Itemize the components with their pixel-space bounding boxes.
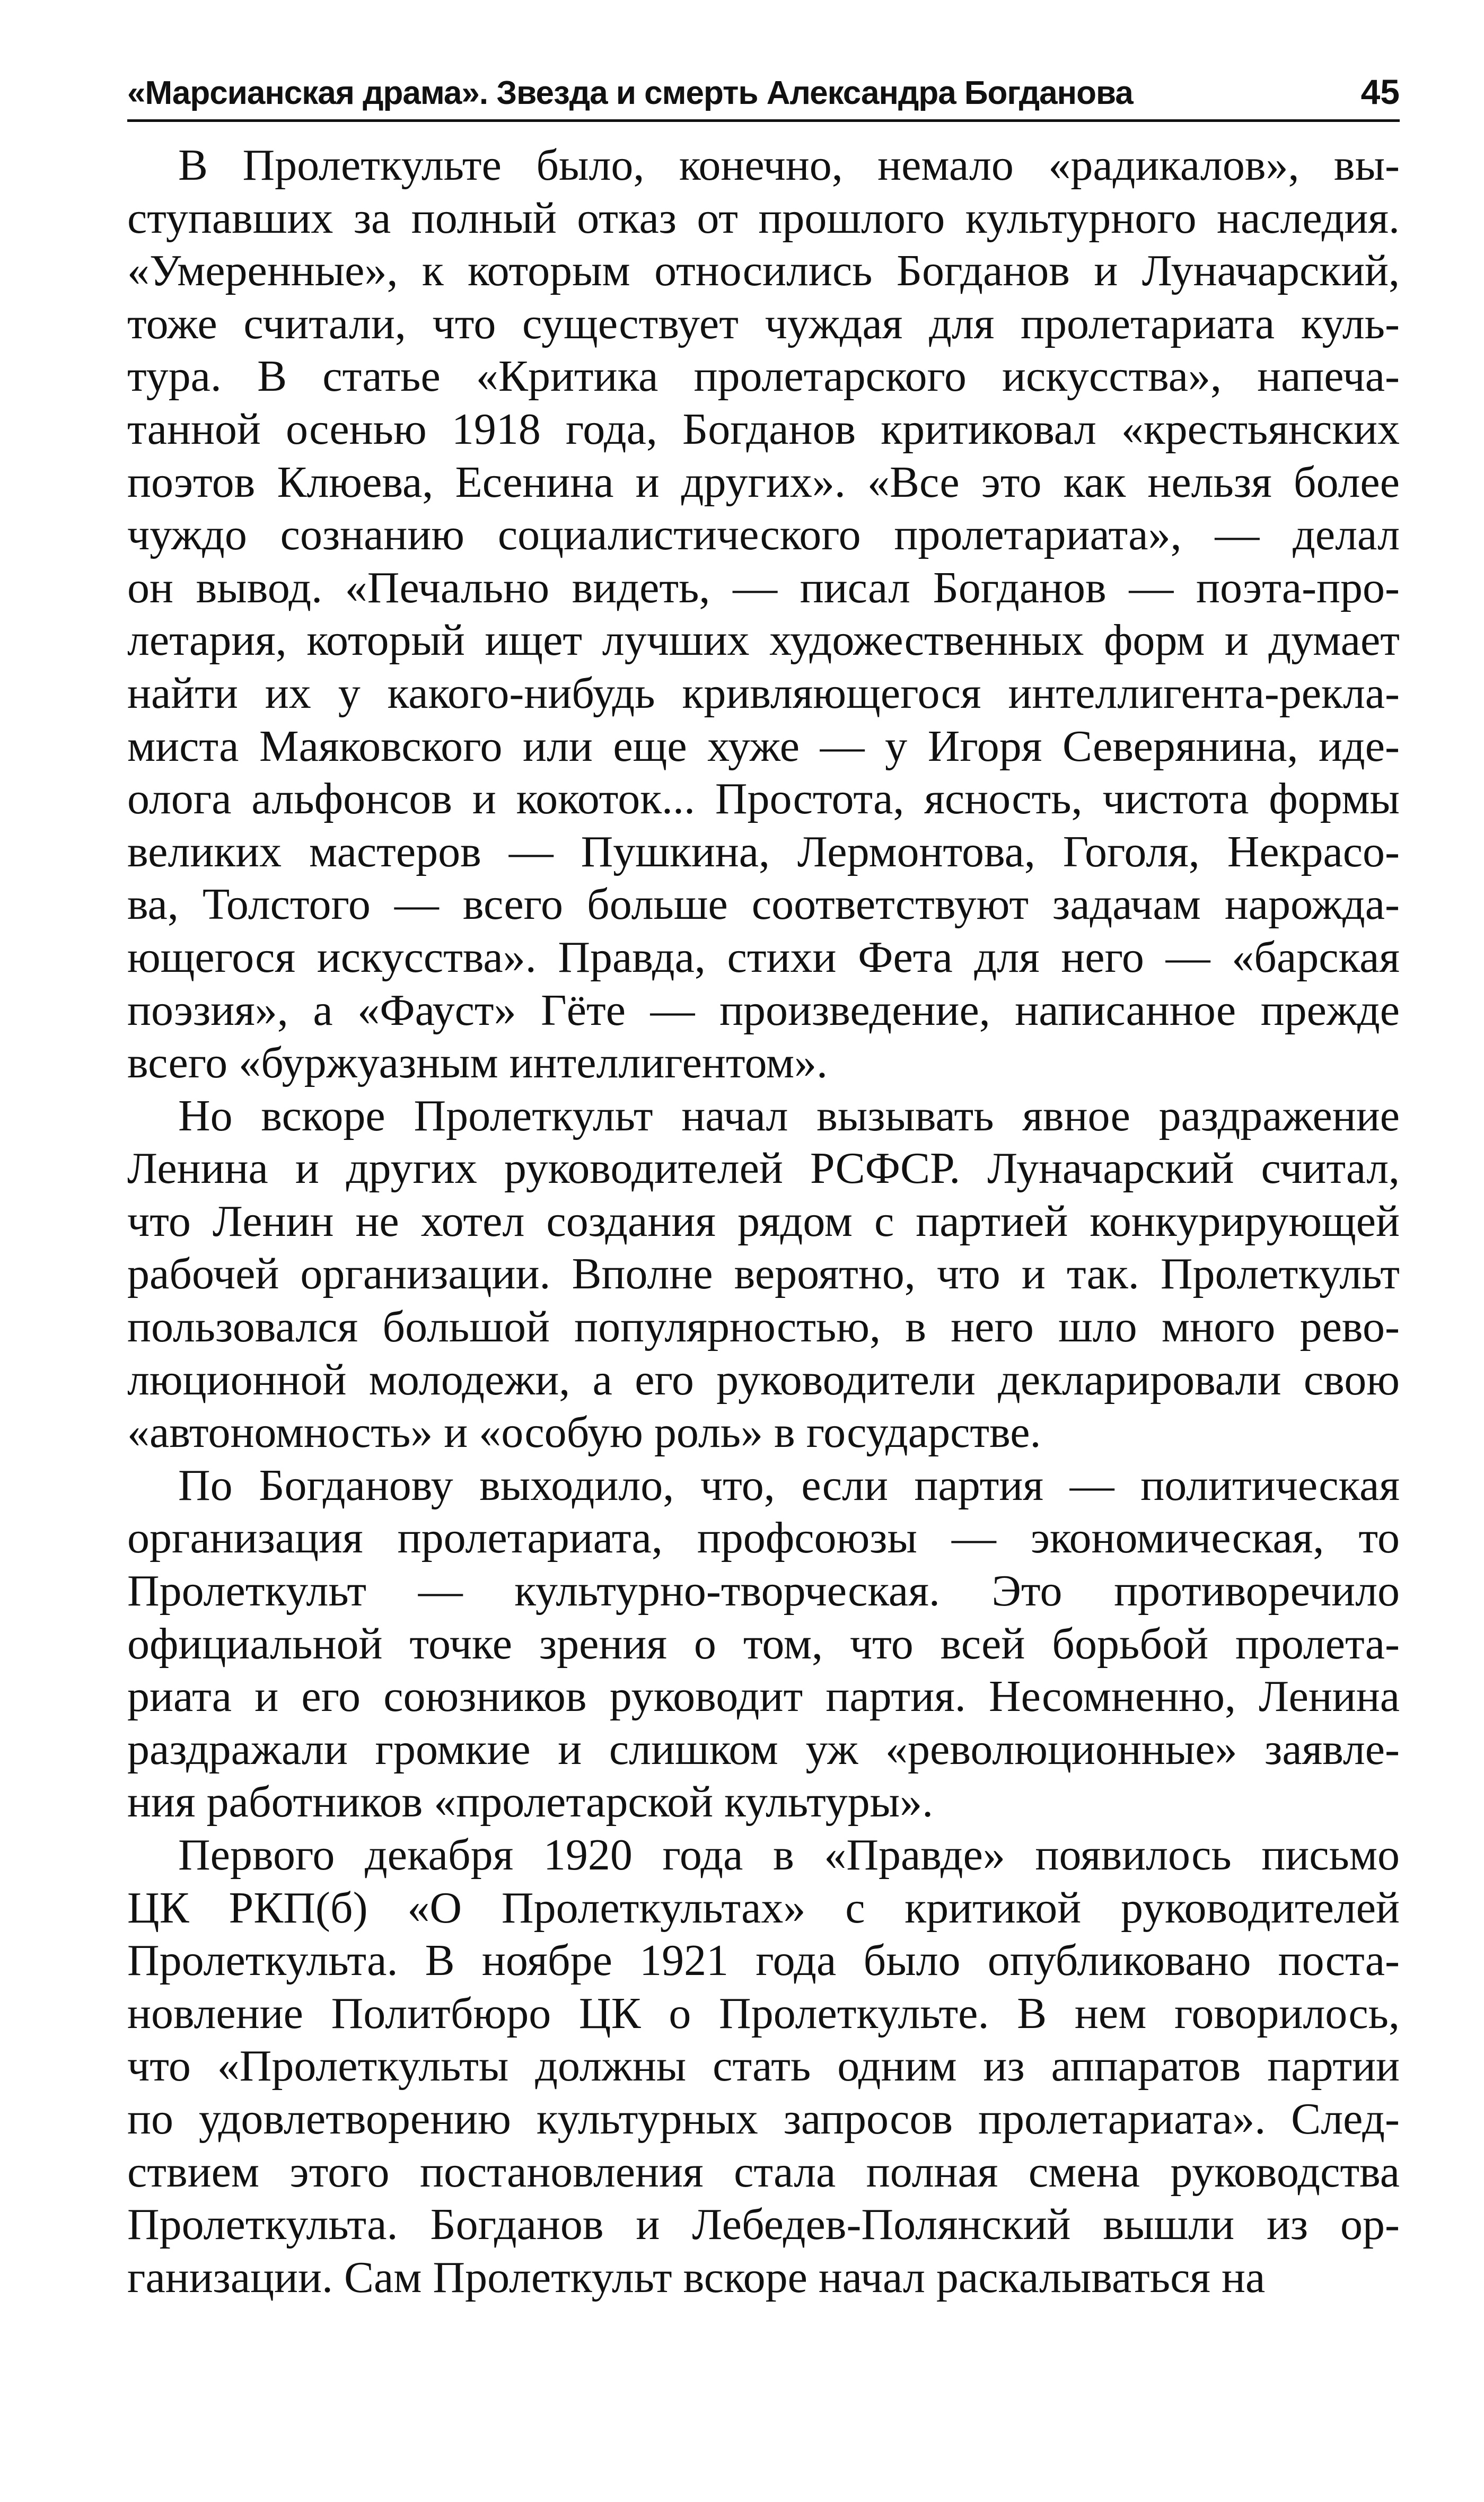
text-line: Пролеткульта. Богданов и Лебедев-Полянский вышли из ор- [127, 2200, 1400, 2250]
text-line: олога альфонсов и кокоток... Простота, ясность, чистота формы [127, 774, 1400, 824]
text-line: ЦК РКП(б) «О Пролеткультах» с критикой руководителей [127, 1883, 1400, 1933]
running-header [127, 64, 1400, 122]
text-line: По Богданову выходило, что, если партия — политическая [178, 1460, 1400, 1510]
text-line: В Пролеткульте было, конечно, немало «радикалов», вы- [178, 141, 1400, 190]
text-line: поэтов Клюева, Есенина и других». «Все это как нельзя более [127, 457, 1400, 507]
text-line: чуждо сознанию социалистического пролетариата», — делал [127, 510, 1400, 560]
text-line: великих мастеров — Пушкина, Лермонтова, Гоголя, Некрасо- [127, 827, 1400, 876]
text-line: всего «буржуазным интеллигентом». [127, 1038, 828, 1088]
text-line: он вывод. «Печально видеть, — писал Богданов — поэта-про- [127, 563, 1400, 612]
paragraph [127, 1090, 1400, 1459]
text-line: Но вскоре Пролеткульт начал вызывать явное раздражение [178, 1091, 1400, 1140]
text-line: организация пролетариата, профсоюзы — экономическая, то [127, 1513, 1400, 1563]
text-line: ния работников «пролетарской культуры». [127, 1777, 934, 1827]
text-line: что «Пролеткульты должны стать одним из аппаратов партии [127, 2041, 1400, 2091]
text-line: новление Политбюро ЦК о Пролеткульте. В нем говорилось, [127, 1988, 1400, 2038]
text-line: миста Маяковского или еще хуже — у Игоря Северянина, иде- [127, 721, 1400, 771]
page-number: 45 [1360, 72, 1400, 111]
text-line: ступавших за полный отказ от прошлого культурного наследия. [127, 193, 1400, 243]
text-line: тура. В статье «Критика пролетарского искусства», напеча- [127, 352, 1400, 401]
text-line: ва, Толстого — всего больше соответствуют задачам нарожда- [127, 880, 1400, 929]
text-line: летария, который ищет лучших художественных форм и думает [127, 616, 1400, 665]
text-line: «автономность» и «особую роль» в государстве. [127, 1408, 1041, 1458]
text-line: «Умеренные», к которым относились Богданов и Луначарский, [127, 246, 1400, 296]
text-line: Пролеткульта. В ноябре 1921 года было опубликовано поста- [127, 1936, 1400, 1986]
text-line: раздражали громкие и слишком уж «революционные» заявле- [127, 1724, 1400, 1774]
text-line: Первого декабря 1920 года в «Правде» появилось письмо [178, 1830, 1400, 1880]
text-line: по удовлетворению культурных запросов пролетариата». След- [127, 2094, 1400, 2144]
text-line: найти их у какого-нибудь кривляющегося интеллигента-рекла- [127, 668, 1400, 718]
text-line: рабочей организации. Вполне вероятно, что и так. Пролеткульт [127, 1249, 1400, 1299]
text-line: пользовался большой популярностью, в него шло много рево- [127, 1302, 1400, 1352]
text-line: тоже считали, что существует чуждая для пролетариата куль- [127, 299, 1400, 348]
running-header-title: «Марсианская драма». Звезда и смерть Александра Богданова [127, 75, 1133, 111]
text-line: поэзия», а «Фауст» Гёте — произведение, написанное прежде [127, 985, 1400, 1035]
paragraph [127, 1459, 1400, 1829]
paragraph [127, 1829, 1400, 2304]
text-line: ствием этого постановления стала полная смена руководства [127, 2147, 1400, 2197]
text-line: ющегося искусства». Правда, стихи Фета для него — «барская [127, 932, 1400, 982]
paragraph [127, 139, 1400, 1090]
text-line: что Ленин не хотел создания рядом с партией конкурирующей [127, 1196, 1400, 1246]
text-line: Ленина и других руководителей РСФСР. Луначарский считал, [127, 1144, 1400, 1193]
text-line: танной осенью 1918 года, Богданов критиковал «крестьянских [127, 404, 1400, 454]
text-line: официальной точке зрения о том, что всей борьбой пролета- [127, 1619, 1400, 1669]
text-line: Пролеткульт — культурно-творческая. Это противоречило [127, 1566, 1400, 1616]
body-text [127, 139, 1400, 2304]
text-line: люционной молодежи, а его руководители декларировали свою [127, 1355, 1400, 1404]
text-line: риата и его союзников руководит партия. Несомненно, Ленина [127, 1672, 1400, 1722]
text-line: ганизации. Сам Пролеткульт вскоре начал раскалываться на [127, 2252, 1266, 2302]
